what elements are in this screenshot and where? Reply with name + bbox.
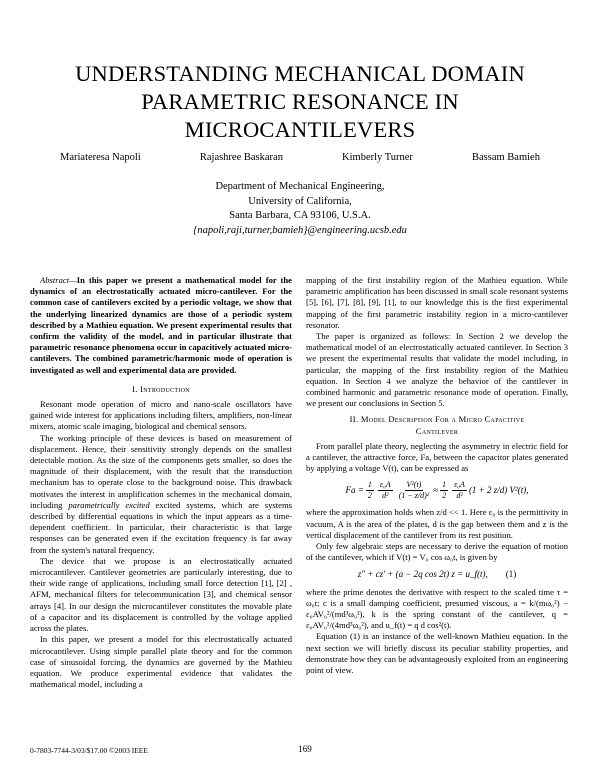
section-heading-line-2: Cantilever	[415, 425, 459, 436]
paper-title	[40, 60, 560, 144]
eq-fraction: $\frac{1}{2}$	[442, 480, 447, 501]
section-heading-line-1: II. Model Description For a Micro Capacitive	[349, 414, 525, 425]
paragraph-text: excited systems, which are systems described by differential equations in which the input appears as a time-dependent coefficient. In particular, their characteristic is that large responses can be generated even if the excitation frequency is far away from the system's natural frequency.	[30, 499, 292, 555]
paragraph: From parallel plate theory, neglecting the asymmetry in electric field for a cantilever, the attractive force, Fa, between the capacitor plates generated by applying a voltage V(t), can be expressed as	[306, 440, 568, 474]
affiliation-dept: Department of Mechanical Engineering,	[215, 181, 385, 192]
eq-fraction: $\frac{\text{ε₀A}}{\text{d²}}$	[454, 480, 465, 501]
abstract-lead: Abstract—	[40, 275, 77, 285]
eq-fraction: $\frac{1}{2}$	[367, 480, 372, 501]
section-heading-model	[306, 414, 568, 436]
paragraph: The device that we propose is an electrostatically actuated microcantilever. Cantilever geometries are particularly interesting, due to their wide range of applications, including small force detection [1], [2] , AFM, mechanical filters for telecommunication [3], and chemical sensor arrays [4]. In our design the microcantilever constitutes the movable plate of a capacitor and its displacement is controlled by the voltage applied across the plates.	[30, 555, 292, 634]
equation-mathieu	[306, 569, 568, 580]
paragraph: In this paper, we present a model for this electrostatically actuated microcantilever. Using simple parallel plate theory and for the common case of sinusoidal forcing, the dynamics are governed by the Mathieu equation. We produce experimental evidence that validates the mathematical model, including a	[30, 634, 292, 690]
paragraph: The paper is organized as follows: In Section 2 we develop the mathematical model of an electrostatically actuated cantilever. In Section 3 we present the experimental results that validate the model including, in particular, the mapping of the first instability region of the Mathieu equation. In Section 4 we analyze the behavior of the cantilever in combined harmonic and parametric resonance mode of operation. Finally, we present our conclusions in Section 5.	[306, 331, 568, 409]
paragraph: Equation (1) is an instance of the well-known Mathieu equation. In the next section we will briefly discuss its peculiar stability properties, and demonstrate how they can be advantageously exploited from an engineering point of view.	[306, 631, 568, 676]
emphasis-text: parametrically excited	[68, 499, 150, 510]
eq-mathieu-body: z″ + cz′ + (a − 2q cos 2t) z = u_f(t),	[357, 569, 488, 580]
author-name: Bassam Bamieh	[472, 152, 540, 163]
affiliation-email: {napoli,raji,turner,bamieh}@engineering.ucsb.edu	[193, 224, 407, 236]
left-column	[30, 275, 292, 690]
equation-force	[306, 480, 568, 501]
author-name: Kimberly Turner	[342, 152, 413, 163]
right-column	[306, 275, 568, 676]
title-line-3: MICROCANTILEVERS	[184, 117, 416, 142]
paragraph: where the approximation holds when z/d << 1. Here ε₀ is the permittivity in vacuum, A is the area of the plates, d is the gap between them and z is the vertical displacement of the cantilever from its rest position.	[306, 507, 568, 540]
affiliation	[150, 180, 450, 238]
author-list	[60, 152, 540, 163]
eq-fraction: $\frac{\text{V²(t)}}{\text{(1 − z/d)²}}$	[398, 480, 430, 501]
paragraph-text: The working principle of these devices is based on measurement of displacement. Hence, their sensitivity strongly depends on the smallest detectable motion. As the size of the components gets smaller, so does the magnitude of their displacement, with the result that the transduction mechanism has to operate close to the background noise. This drawback motivates the interest in amplification schemes in the mechanical domain, including	[30, 432, 292, 510]
paragraph: Resonant mode operation of micro and nano-scale oscillators have gained wide interest for applications including filters, amplifiers, non-linear mixers, atomic scale imaging, biological and chemical sensors.	[30, 399, 292, 432]
paragraph: Only few algebraic steps are necessary to derive the equation of motion of the cantilever, which if V(t) = V₀ cos ω₀t, is given by	[306, 541, 568, 563]
paragraph: mapping of the first instability region of the Mathieu equation. While parametric amplification has been discussed in small scale resonant systems [5], [6], [7], [8], [9], [1], to our knowledge this is the first experimental mapping of the first parametric instability region in a micro-cantilever resonator.	[306, 275, 568, 330]
author-name: Rajashree Baskaran	[199, 152, 283, 163]
affiliation-city: Santa Barbara, CA 93106, U.S.A.	[229, 210, 371, 221]
affiliation-university: University of California,	[248, 195, 352, 207]
title-line-1: UNDERSTANDING MECHANICAL DOMAIN	[75, 61, 525, 86]
eq-tail: (1 + 2 z/d) V²(t),	[468, 485, 529, 496]
abstract	[30, 275, 292, 376]
paragraph: where the prime denotes the derivative with respect to the scaled time τ = ω₀t; c is a small damping coefficient, presumed viscous, a = k/(mω₀²) − ε₀AV₀²/(md³ω₀²), k is the spring constant of the cantilever, q = ε₀AV₀²/(4md³ω₀²), and u_f(t) = q d cos²(t).	[306, 586, 568, 631]
title-line-2: PARAMETRIC RESONANCE IN	[141, 89, 459, 114]
author-name: Mariateresa Napoli	[60, 152, 141, 163]
eq-fraction: $\frac{\text{ε₀A}}{\text{d²}}$	[379, 480, 391, 501]
eq-approx: ≈	[433, 485, 439, 496]
section-heading-introduction: I. Introduction	[132, 383, 190, 394]
abstract-text: In this paper we present a mathematical model for the dynamics of an electrostatically actuated micro-cantilever. For the common case of cantilevers excited by a periodic voltage, we show that the underlying linearized dynamics are those of a periodic system described by a Mathieu equation. We present experimental results that confirm the validity of the model, and in particular illustrate that parametric resonance phenomena occur in capacitively actuated micro-cantilevers. The combined parametric/harmonic mode of operation is investigated as well and experimental data are provided.	[30, 275, 292, 375]
paragraph	[30, 433, 292, 556]
footer-copyright: 0-7803-7744-3/03/$17.00 ©2003 IEEE	[30, 746, 148, 755]
eq-lhs: Fa =	[345, 485, 364, 496]
page-number: 169	[298, 744, 312, 754]
eq-number: (1)	[505, 569, 517, 580]
